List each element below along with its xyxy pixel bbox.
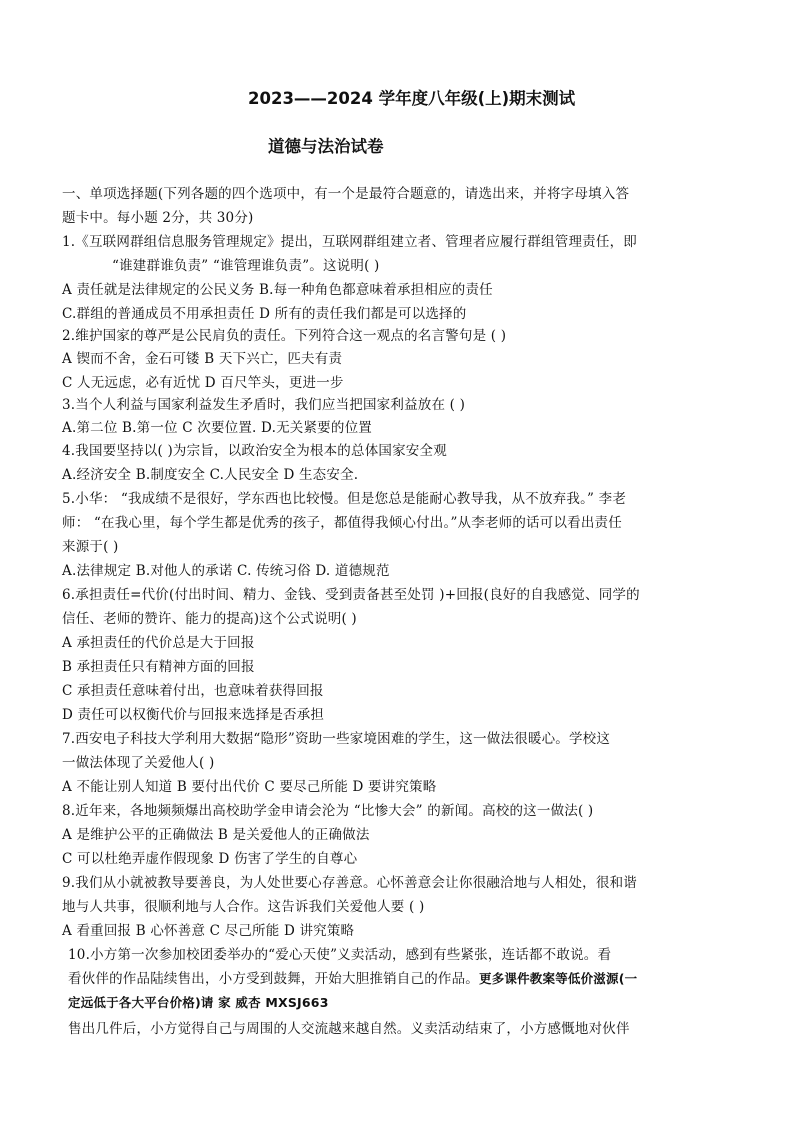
question-3: 3.当个人利益与国家利益发生矛盾时，我们应当把国家利益放在 ( ) bbox=[62, 397, 466, 413]
option-line: C 人无远虑，必有近忧 D 百尺竿头，更进一步 bbox=[62, 375, 344, 391]
text-line: 售出几件后，小方觉得自己与周围的人交流越来越自然。义卖活动结束了，小方感慨地对伙伴 bbox=[68, 1021, 630, 1037]
option-line: A 看重回报 B 心怀善意 C 尽己所能 D 讲究策略 bbox=[62, 923, 355, 939]
text-line: 来源于( ) bbox=[62, 539, 119, 555]
option-line: C 可以杜绝弄虚作假现象 D 伤害了学生的自尊心 bbox=[62, 851, 358, 867]
question-10: 10.小方第一次参加校团委举办的“爱心天使”义卖活动，感到有些紧张，连话都不敢说。看 bbox=[68, 947, 612, 963]
page-subtitle: 道德与法治试卷 bbox=[268, 137, 384, 156]
option-line: D 责任可以权衡代价与回报来选择是否承担 bbox=[62, 707, 325, 723]
text-line bbox=[68, 969, 637, 989]
option-line: B 承担责任只有精神方面的回报 bbox=[62, 659, 255, 675]
ad-text: 定远低于各大平台价格)请 家 威杏 MXSJ663 bbox=[68, 995, 329, 1010]
question-4: 4.我国要坚持以( )为宗旨，以政治安全为根本的总体国家安全观 bbox=[62, 443, 447, 459]
option-line: C 承担责任意味着付出，也意味着获得回报 bbox=[62, 683, 324, 699]
text-line: 题卡中。每小题 2分，共 30分) bbox=[62, 210, 254, 226]
question-2: 2.维护国家的尊严是公民肩负的责任。下列符合这一观点的名言警句是 ( ) bbox=[62, 328, 507, 344]
section-heading: 一、单项选择题(下列各题的四个选项中，有一个是最符合题意的，请选出来，并将字母填入答 bbox=[62, 186, 630, 202]
option-line: A 锲而不舍，金石可镂 B 天下兴亡，匹夫有责 bbox=[62, 351, 343, 367]
question-5: 5.小华： “我成绩不是很好，学东西也比较慢。但是您总是能耐心教导我，从不放弃我。” 李老 bbox=[62, 491, 627, 507]
question-1: 1.《互联网群组信息服务管理规定》提出，互联网群组建立者、管理者应履行群组管理责任，即 bbox=[62, 234, 637, 250]
option-line: A.经济安全 B.制度安全 C.人民安全 D 生态安全. bbox=[62, 467, 359, 483]
text-line: 信任、老师的赞许、能力的提高)这个公式说明( ) bbox=[62, 611, 357, 627]
option-line: A 是维护公平的正确做法 B 是关爱他人的正确做法 bbox=[62, 827, 370, 843]
option-line: A 不能让别人知道 B 要付出代价 C 要尽己所能 D 要讲究策略 bbox=[62, 779, 437, 795]
option-line: C.群组的普通成员不用承担责任 D 所有的责任我们都是可以选择的 bbox=[62, 306, 467, 322]
question-6: 6.承担责任=代价(付出时间、精力、金钱、受到责备甚至处罚 )+回报(良好的自我感觉、同学的 bbox=[62, 587, 640, 603]
page-title: 2023——2024 学年度八年级(上)期末测试 bbox=[248, 89, 576, 108]
text-line: 师： “在我心里，每个学生都是优秀的孩子，都值得我倾心付出。”从李老师的话可以看出责任 bbox=[62, 515, 622, 531]
text-line: “谁建群谁负责” “谁管理谁负责”。这说明( ) bbox=[112, 258, 380, 274]
question-8: 8.近年来，各地频频爆出高校助学金申请会沦为 “比惨大会” 的新闻。高校的这一做法( ) bbox=[62, 803, 594, 819]
ad-text: 更多课件教案等低价滋源(一 bbox=[479, 971, 638, 986]
option-line: A.第二位 B.第一位 C 次要位置. D.无关紧要的位置 bbox=[62, 420, 372, 436]
option-line: A.法律规定 B.对他人的承诺 C. 传统习俗 D. 道德规范 bbox=[62, 563, 390, 579]
text-line: 地与人共事，很顺利地与人合作。这告诉我们关爱他人要 ( ) bbox=[62, 899, 425, 915]
text-segment: 看伙伴的作品陆续售出，小方受到鼓舞，开始大胆推销自己的作品。 bbox=[68, 971, 479, 987]
question-9: 9.我们从小就被教导要善良，为人处世要心存善意。心怀善意会让你很融洽地与人相处，很和谐 bbox=[62, 875, 637, 891]
option-line: A 承担责任的代价总是大于回报 bbox=[62, 635, 255, 651]
question-7: 7.西安电子科技大学利用大数据“隐形”资助一些家境困难的学生，这一做法很暖心。学校这 bbox=[62, 731, 611, 747]
text-line: 一做法体现了关爱他人( ) bbox=[62, 755, 215, 771]
option-line: A 责任就是法律规定的公民义务 B.每一种角色都意味着承担相应的责任 bbox=[62, 282, 493, 298]
